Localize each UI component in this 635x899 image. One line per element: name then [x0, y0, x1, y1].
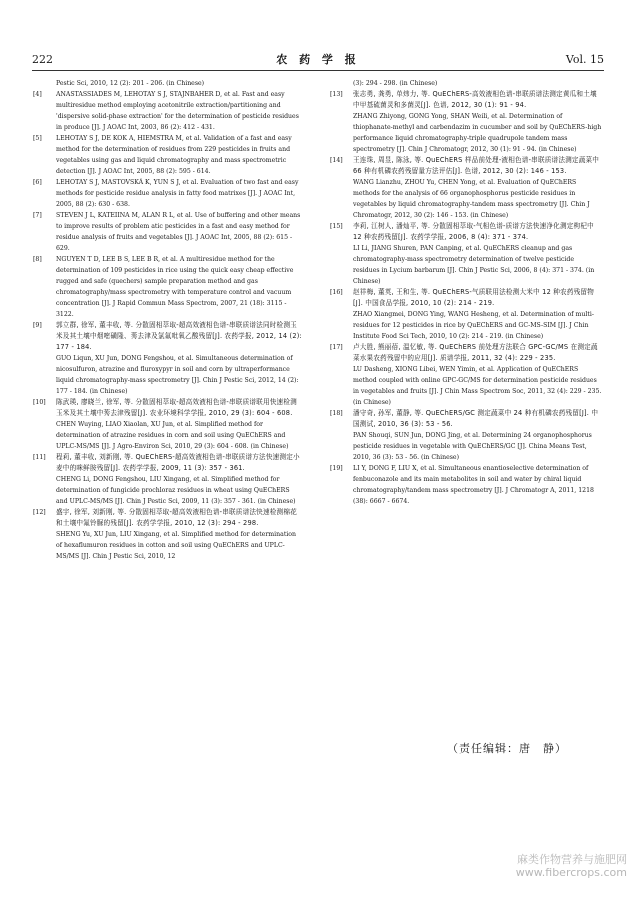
reference-entry	[330, 287, 602, 309]
reference-entry	[330, 364, 602, 408]
responsible-editor: （责任编辑：唐 静）	[447, 742, 567, 755]
reference-entry	[330, 342, 602, 364]
reference-text: 陈武瑛, 廖晓兰, 徐军, 等. 分散固相萃取-超高效液相色谱-串联质谱联用快速检测玉米及其土壤中莠去津残留[J]. 农业环境科学学报, 2010, 29 (3): 604 - 608.	[56, 398, 297, 417]
reference-entry	[330, 463, 602, 507]
watermark-url: www.fibercrops.com	[515, 866, 627, 879]
reference-number: [16]	[330, 289, 343, 296]
reference-entry	[33, 529, 303, 562]
reference-entry	[330, 155, 602, 177]
reference-entry	[33, 507, 303, 529]
page-header	[32, 52, 604, 71]
reference-entry	[33, 419, 303, 452]
reference-text: SHENG Yu, XU Jun, LIU Xingang, et al. Simplified method for determination of hexaflumuron residues in cotton and soil using QuEChERS and UPLC-MS/MS [J]. Chin J Pestic Sci, 2010, 12	[56, 531, 296, 560]
reference-text: LI Y, DONG F, LIU X, et al. Simultaneous enantioselective determination of fenbuconazole and its main metabolites in soil and water by chiral liquid chromatography/tandem mass spectrometry [J]. J Chromatogr A, 2011, 1218 (38): 6667 - 6674.	[353, 465, 594, 505]
reference-text: 王连珠, 周昱, 陈泳, 等. QuEChERS 样品前处理-液相色谱-串联质谱法测定蔬菜中 66 种有机磷农药残留量方法评估[J]. 色谱, 2012, 30 (2): 146 - 153.	[353, 156, 600, 175]
reference-text: WANG Lianzhu, ZHOU Yu, CHEN Yong, et al. Evaluation of QuEChERS methods for the analysis of 66 organophosphorus pesticide residues in vegetables by liquid chromatography-tandem mass spectrometry [J]. Chin J Chromatogr, 2012, 30 (2): 146 - 153. (in Chinese)	[353, 179, 590, 219]
reference-text: ZHAO Xiangmei, DONG Ying, WANG Hesheng, et al. Determination of multi-residues for 12 pesticides in rice by QuEChERS and GC-MS-SIM [J]. J Chin Institute Food Sci Tech, 2010, 10 (2): 214 - 219. (in Chinese)	[353, 311, 594, 340]
reference-entry	[330, 89, 602, 111]
reference-text: 程莉, 董丰收, 刘新刚, 等. QuEChERS-超高效液相色谱-串联质谱方法快速测定小麦中的咪鲜胺残留[J]. 农药学学报, 2009, 11 (3): 357 - 361.	[56, 453, 300, 472]
reference-text: Pestic Sci, 2010, 12 (2): 201 - 206. (in Chinese)	[56, 80, 205, 87]
reference-number: [10]	[33, 399, 46, 406]
reference-text: LU Dasheng, XIONG Libei, WEN Yimin, et al. Application of QuEChERS method coupled with online GPC-GC/MS for determination pesticide residues in vegetables and fruits [J]. J Chin Mass Spectrom Soc, 2011, 32 (4): 229 - 235. (in Chinese)	[353, 366, 602, 406]
reference-text: LEHOTAY S J, MASTOVSKÁ K, YUN S J, et al. Evaluation of two fast and easy methods for pesticide residue analysis in fatty food matrixes [J]. J AOAC Int, 2005, 88 (2): 630 - 638.	[56, 179, 299, 208]
watermark	[516, 853, 627, 879]
reference-entry	[33, 353, 303, 397]
reference-entry	[330, 221, 602, 243]
reference-entry	[330, 177, 602, 221]
reference-number: [12]	[33, 509, 46, 516]
reference-text: CHENG Li, DONG Fengshou, LIU Xingang, et al. Simplified method for determination of fungicide prochloraz residues in wheat using QuEChERS and UPLC-MS/MS [J]. Chin J Pestic Sci, 2009, 11 (3): 357 - 361. (in Chinese)	[56, 476, 296, 505]
watermark-site-name: 麻类作物营养与施肥网	[517, 853, 627, 866]
reference-entry	[330, 78, 602, 89]
reference-number: [17]	[330, 344, 343, 351]
reference-text: 盛宇, 徐军, 刘新刚, 等. 分散固相萃取-超高效液相色谱-串联质谱法快速检测棉花和土壤中氟铃脲的残留[J]. 农药学学报, 2010, 12 (3): 294 - 298.	[56, 508, 297, 527]
reference-number: [8]	[33, 256, 42, 263]
reference-text: (3): 294 - 298. (in Chinese)	[353, 80, 438, 87]
reference-text: 郭立群, 徐军, 董丰收, 等. 分散固相萃取-超高效液相色谱-串联质谱法同时检测玉米及其土壤中烟嘧磺隆、莠去津及氯氟吡氧乙酸残留[J]. 农药学报, 2012, 14 (2): 177 - 184.	[56, 321, 302, 351]
reference-entry	[330, 309, 602, 342]
reference-text: 张志勇, 龚勇, 单炜力, 等. QuEChERS-高效液相色谱-串联质谱法测定黄瓜和土壤中甲基硫菌灵和多菌灵[J]. 色谱, 2012, 30 (1): 91 - 94.	[353, 90, 597, 109]
reference-entry	[33, 254, 303, 320]
reference-entry	[330, 408, 602, 430]
reference-entry	[33, 210, 303, 254]
reference-number: [11]	[33, 454, 46, 461]
reference-entry	[33, 320, 303, 353]
reference-number: [13]	[330, 91, 343, 98]
reference-text: 李莉, 江树人, 潘灿平, 等. 分散固相萃取-气相色谱-质谱方法快速净化测定枸杞中 12 种农药残留[J]. 农药学学报, 2006, 8 (4): 371 - 374.	[353, 222, 594, 241]
reference-text: NGUYEN T D, LEE B S, LEE B R, et al. A multiresidue method for the determination of 109 pesticides in rice using the quick easy cheap effective rugged and safe (quechers) sample preparation method and gas chromatography/mass spectrometry with temperature control and vacuum concentration [J]. J Rapid Commun Mass Spectrom, 2007, 21 (18): 3115 - 3122.	[56, 256, 294, 318]
reference-number: [15]	[330, 223, 343, 230]
reference-entry	[330, 243, 602, 287]
journal-title: 农 药 学 报	[276, 53, 360, 66]
page-number: 222	[32, 53, 53, 66]
reference-number: [9]	[33, 322, 42, 329]
reference-entry	[33, 133, 303, 177]
reference-text: 赵祥梅, 董英, 王和生, 等. QuEChERS-气质联用法检测大米中 12 种农药残留物[J]. 中国食品学报, 2010, 10 (2): 214 - 219.	[353, 288, 595, 307]
reference-entry	[33, 177, 303, 210]
reference-entry	[33, 78, 303, 89]
reference-text: CHEN Wuying, LIAO Xiaolan, XU Jun, et al. Simplified method for determination of atrazine residues in corn and soil using QuEChERS and UPLC-MS/MS [J]. J Agro-Environ Sci, 2010, 29 (3): 604 - 608. (in Chinese)	[56, 421, 289, 450]
reference-entry	[33, 474, 303, 507]
reference-entry	[330, 111, 602, 155]
reference-number: [19]	[330, 465, 343, 472]
reference-entry	[330, 430, 602, 463]
references-left-column	[33, 78, 303, 562]
reference-number: [4]	[33, 91, 42, 98]
reference-number: [7]	[33, 212, 42, 219]
reference-text: 潘守奇, 孙军, 董静, 等. QuEChERS/GC 测定蔬菜中 24 种有机磷农药残留[J]. 中国测试, 2010, 36 (3): 53 - 56.	[353, 409, 599, 428]
reference-text: PAN Shouqi, SUN Jun, DONG Jing, et al. Determining 24 organophosphorus pesticide residues in vegetable with QuEChERS/GC [J]. China Means Test, 2010, 36 (3): 53 - 56. (in Chinese)	[353, 432, 592, 461]
reference-text: STEVEN J L, KATEIINA M, ALAN R L, et al. Use of buffering and other means to improve results of problem atic pesticides in a fast and easy method for residue analysis of fruits and vegetables [J]. J AOAC Int, 2005, 88 (2): 615 - 629.	[56, 212, 301, 252]
reference-number: [5]	[33, 135, 42, 142]
reference-number: [14]	[330, 157, 343, 164]
reference-text: LI Li, JIANG Shuren, PAN Canping, et al. QuEChERS cleanup and gas chromatography-mass spectrometry determination of twelve pesticide residues in Lycium barbarum [J]. Chin J Pestic Sci, 2006, 8 (4): 371 - 374. (in Chinese)	[353, 245, 595, 285]
reference-text: GUO Liqun, XU Jun, DONG Fengshou, et al. Simultaneous determination of nicosulfuron, atrazine and fluroxypyr in soil and corn by ultraperformance liquid chromatography-mass spectrometry [J]. Chin J Pestic Sci, 2012, 14 (2): 177 - 184. (in Chinese)	[56, 355, 299, 395]
volume-label: Vol. 15	[565, 53, 604, 66]
reference-entry	[33, 397, 303, 419]
reference-entry	[33, 452, 303, 474]
reference-text: LEHOTAY S J, DE KOK A, HIEMSTRA M, et al. Validation of a fast and easy method for the determination of residues from 229 pesticides in fruits and vegetables using gas and liquid chromatography and mass spectrometric detection [J]. J AOAC Int, 2005, 88 (2): 595 - 614.	[56, 135, 292, 175]
reference-number: [6]	[33, 179, 42, 186]
references-right-column	[330, 78, 602, 507]
reference-entry	[33, 89, 303, 133]
reference-number: [18]	[330, 410, 343, 417]
reference-text: ANASTASSIADES M, LEHOTAY S J, STAJNBAHER D, et al. Fast and easy multiresidue method employing acetonitrile extraction/partitioning and 'dispersive solid-phase extraction' for the determination of pesticide residues in produce [J]. J AOAC Int, 2003, 86 (2): 412 - 431.	[56, 91, 299, 131]
reference-text: ZHANG Zhiyong, GONG Yong, SHAN Weili, et al. Determination of thiophanate-methyl and carbendazim in cucumber and soil by QuEChERS-high performance liquid chromatography-triple quadrupole tandem mass spectrometry [J]. Chin J Chromatogr, 2012, 30 (1): 91 - 94. (in Chinese)	[353, 113, 602, 153]
reference-text: 卢大胜, 熊丽蓓, 温忆敏, 等. QuEChERS 前处理方法联合 GPC-GC/MS 在测定蔬菜水果农药残留中的应用[J]. 质谱学报, 2011, 32 (4): 229 - 235.	[353, 343, 598, 362]
